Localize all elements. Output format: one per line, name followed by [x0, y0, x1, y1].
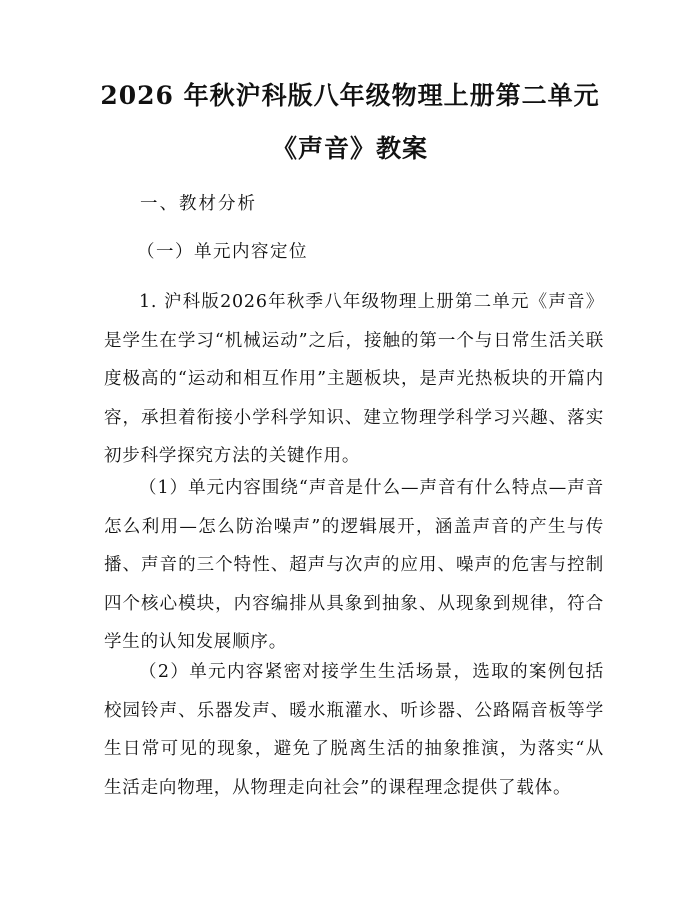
paragraph-1: 1. 沪科版2026年秋季八年级物理上册第二单元《声音》是学生在学习“机械运动”之后，接触的第一个与日常生活关联度极高的“运动和相互作用”主题板块，是声光热板块的开篇内容，承担着衔接小学科学知识、建立物理学科学习兴趣、落实初步科学探究方法的关键作用。 — [104, 292, 604, 466]
document-title-line-1: 2026 年秋沪科版八年级物理上册第二单元 — [100, 81, 600, 110]
document-title-line-2: 《声音》教案 — [271, 134, 428, 163]
paragraph-3: （2）单元内容紧密对接学生生活场景，选取的案例包括校园铃声、乐器发声、暖水瓶灌水、听诊器、公路隔音板等学生日常可见的现象，避免了脱离生活的抽象推演，为落实“从生活走向物理，从物理走向社会”的课程理念提供了载体。 — [104, 662, 604, 798]
paragraph-2: （1）单元内容围绕“声音是什么—声音有什么特点—声音怎么利用—怎么防治噪声”的逻辑展开，涵盖声音的产生与传播、声音的三个特性、超声与次声的应用、噪声的危害与控制四个核心模块，内容编排从具象到抽象、从现象到规律，符合学生的认知发展顺序。 — [104, 478, 604, 652]
section-heading: 一、教材分析 — [140, 194, 257, 214]
subsection-heading: （一）单元内容定位 — [137, 242, 308, 262]
